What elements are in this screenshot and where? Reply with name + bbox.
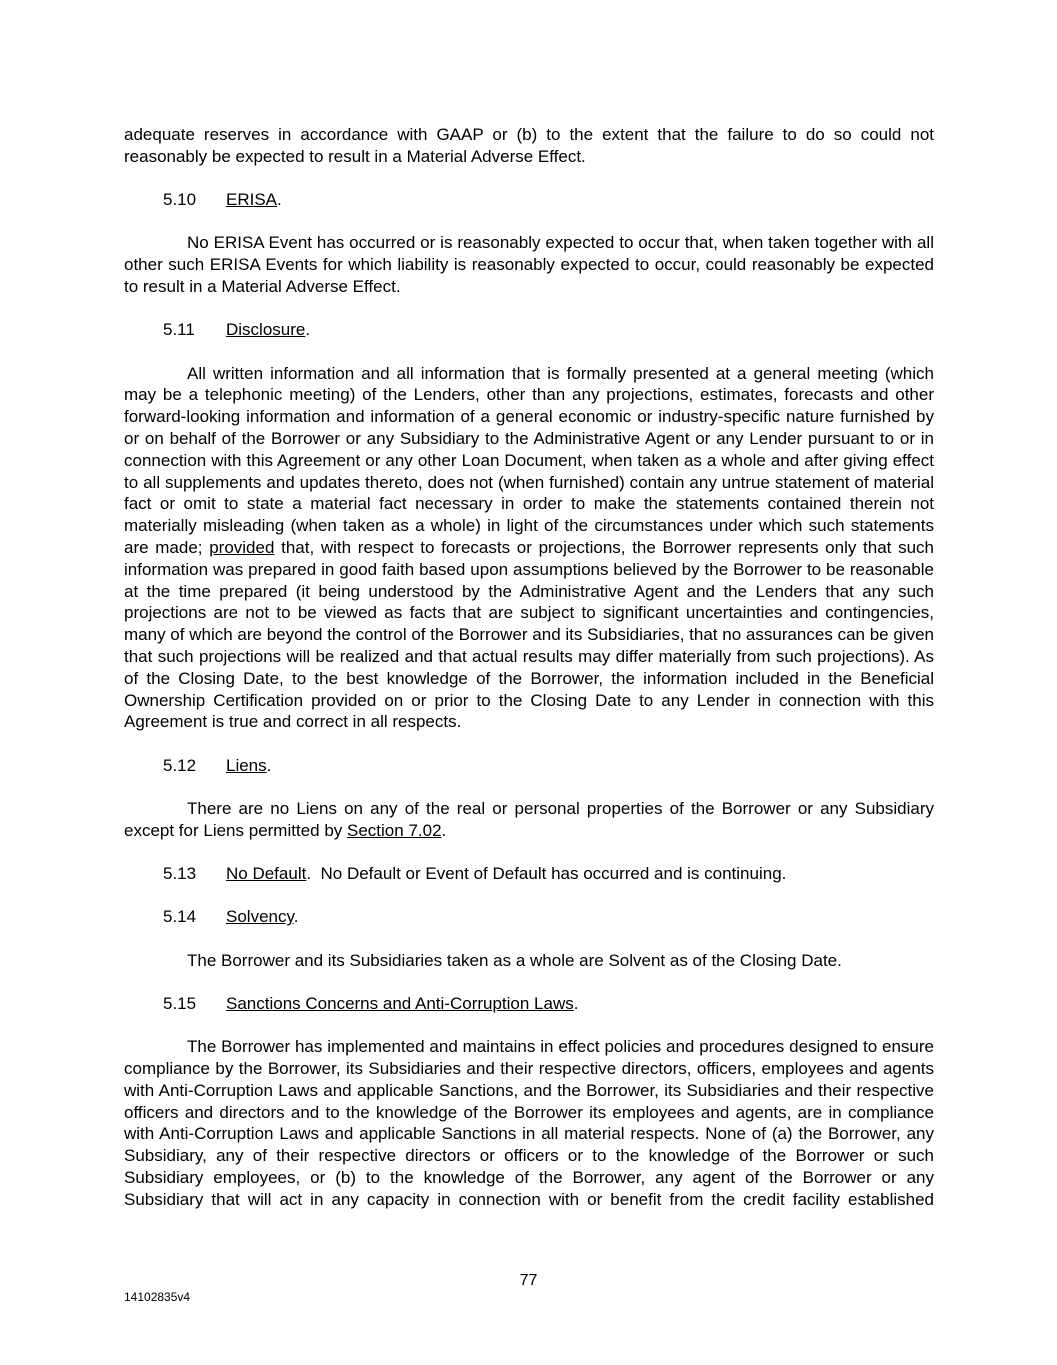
section-title: ERISA — [226, 190, 278, 210]
heading-period: . — [573, 993, 579, 1013]
section-body-5-15: The Borrower has implemented and maintains in effect policies and procedures designed to ensure compliance by the Borrower, its Subsidiaries and their respective directors, officers, employees and agents with Anti-Corruption Laws and applicable Sanctions, and the Borrower, its Subsidiaries and their respective officers and directors and to the knowledge of the Borrower its employees and agents, are in compliance with Anti-Corruption Laws and applicable Sanctions in all material respects. None of (a) the Borrower, any Subsidiary, any of their respective directors or officers or to the knowledge of the Borrower or such Subsidiary employees, or (b) to the knowledge of the Borrower, any agent of the Borrower or any Subsidiary that will act in any capacity in connection with or benefit from the credit facility established — [124, 1037, 934, 1209]
body-text: . — [441, 820, 447, 840]
document-id: 14102835v4 — [124, 1290, 191, 1304]
section-number: 5.13 — [163, 864, 197, 884]
section-heading-5-12 — [124, 755, 934, 777]
section-number: 5.10 — [163, 190, 197, 210]
section-heading-5-10 — [124, 189, 934, 211]
heading-period: . — [306, 864, 321, 884]
page-number: 77 — [519, 1272, 538, 1289]
section-number: 5.12 — [163, 755, 197, 775]
section-heading-5-15 — [124, 993, 934, 1015]
section-title: Sanctions Concerns and Anti-Corruption Laws — [226, 993, 574, 1013]
section-number: 5.15 — [163, 993, 197, 1013]
section-heading-5-11 — [124, 319, 934, 341]
heading-period: . — [293, 907, 299, 927]
heading-period: . — [305, 320, 311, 340]
provided-term: provided — [209, 537, 275, 557]
heading-period: . — [266, 755, 272, 775]
section-body-5-14: The Borrower and its Subsidiaries taken as a whole are Solvent as of the Closing Date. — [187, 950, 842, 970]
opening-paragraph: adequate reserves in accordance with GAAP or (b) to the extent that the failure to do so could not reasonably be expected to result in a Material Adverse Effect. — [124, 125, 934, 166]
body-text: There are no Liens on any of the real or personal properties of the Borrower or any Subsidiary except for Liens permitted by — [124, 798, 934, 840]
section-reference-link: Section 7.02 — [347, 820, 442, 840]
section-inline-text: No Default or Event of Default has occurred and is continuing. — [320, 864, 787, 884]
section-title: Disclosure — [226, 320, 306, 340]
heading-period: . — [277, 190, 282, 210]
section-title: No Default — [226, 864, 307, 884]
section-number: 5.14 — [163, 907, 197, 927]
section-body-5-10: No ERISA Event has occurred or is reasonably expected to occur that, when taken together with all other such ERISA Events for which liability is reasonably expected to occur, could reasonably be expected to result in a Material Adverse Effect. — [124, 233, 934, 296]
section-title: Liens — [226, 755, 267, 775]
section-heading-5-13 — [124, 863, 934, 885]
body-text: All written information and all information that is formally presented at a general meeting (which may be a telephonic meeting) of the Lenders, other than any projections, estimates, forecasts and other forward-looking information and information of a general economic or industry-specific nature furnished by or on behalf of the Borrower or any Subsidiary to the Administrative Agent or any Lender pursuant to or in connection with this Agreement or any other Loan Document, when taken as a whole and after giving effect to all supplements and updates thereto, does not (when furnished) contain any untrue statement of material fact or omit to state a material fact necessary in order to make the statements contained therein not materially misleading (when taken as a whole) in light of the circumstances under which such statements are made; — [124, 363, 934, 557]
section-body-5-11 — [124, 363, 934, 734]
section-number: 5.11 — [163, 320, 195, 340]
body-text: that, with respect to forecasts or projections, the Borrower represents only that such information was prepared in good faith based upon assumptions believed by the Borrower to be reasonable at the time prepared (it being understood by the Administrative Agent and the Lenders that any such projections are not to be viewed as facts that are subject to significant uncertainties and contingencies, many of which are beyond the control of the Borrower and its Subsidiaries, that no assurances can be given that such projections will be realized and that actual results may differ materially from such projections). As of the Closing Date, to the best knowledge of the Borrower, the information included in the Beneficial Ownership Certification provided on or prior to the Closing Date to any Lender in connection with this Agreement is true and correct in all respects. — [124, 537, 934, 732]
document-body — [124, 124, 934, 1232]
section-heading-5-14 — [124, 906, 934, 928]
section-body-5-12 — [124, 798, 934, 842]
section-title: Solvency — [226, 907, 294, 927]
